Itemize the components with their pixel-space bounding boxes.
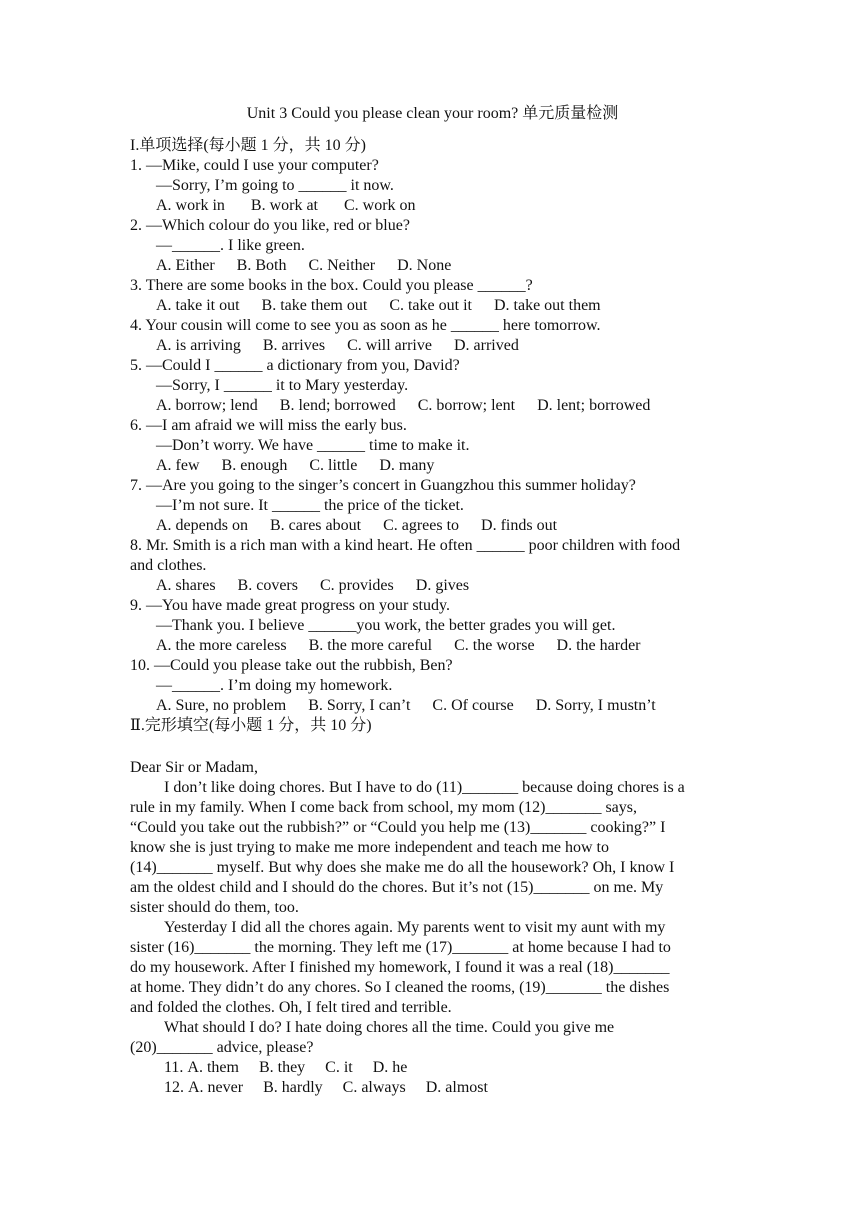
letter-line: Yesterday I did all the chores again. My parents went to visit my aunt with my [164, 919, 666, 936]
answer-option: C. will arrive [347, 337, 432, 354]
answer-option: C. agrees to [383, 517, 460, 534]
answer-option: B. enough [221, 457, 288, 474]
answer-option: C. provides [319, 577, 394, 594]
answer-option: D. the harder [556, 637, 641, 654]
question-options [130, 196, 735, 216]
answer-option: A. shares [156, 577, 216, 594]
question-options [130, 296, 735, 316]
question-stem: 10. —Could you please take out the rubbish, Ben? [130, 657, 453, 674]
answer-option: D. many [379, 457, 435, 474]
question-options [130, 256, 735, 276]
question-options [130, 336, 735, 356]
letter-line: do my housework. After I finished my homework, I found it was a real (18)_______ [130, 959, 670, 976]
letter-line: (14)_______ myself. But why does she make me do all the housework? Oh, I know I [130, 859, 675, 876]
answer-option: B. Both [236, 257, 287, 274]
answer-option: A. the more careless [156, 637, 287, 654]
section-1-questions [130, 156, 735, 716]
answer-option: A. Sure, no problem [156, 697, 287, 714]
answer-option: A. never [188, 1079, 244, 1096]
answer-option: A. them [187, 1059, 239, 1076]
answer-option: C. Of course [432, 697, 514, 714]
cloze-question [130, 1078, 735, 1098]
letter-line: sister should do them, too. [130, 899, 299, 916]
section-1-heading: I.单项选择(每小题 1 分，共 10 分) [130, 137, 366, 154]
page-title: Unit 3 Could you please clean your room? 单元质量检测 [246, 105, 619, 122]
question-line: —______. I like green. [156, 237, 305, 254]
letter-line: What should I do? I hate doing chores all the time. Could you give me [164, 1019, 615, 1036]
section-2-heading: Ⅱ.完形填空(每小题 1 分，共 10 分) [130, 717, 372, 734]
exam-document [130, 104, 735, 1098]
letter-line: at home. They didn’t do any chores. So I cleaned the rooms, (19)_______ the dishes [130, 979, 670, 996]
question-stem: 2. —Which colour do you like, red or blue? [130, 217, 410, 234]
spacer [130, 736, 735, 758]
question-stem: 7. —Are you going to the singer’s concert in Guangzhou this summer holiday? [130, 477, 636, 494]
question-stem: 4. Your cousin will come to see you as soon as he ______ here tomorrow. [130, 317, 601, 334]
question-options [130, 396, 735, 416]
letter-line: “Could you take out the rubbish?” or “Could you help me (13)_______ cooking?” I [130, 819, 666, 836]
question-options [130, 516, 735, 536]
answer-option: D. almost [425, 1079, 488, 1096]
question-options [130, 576, 735, 596]
question-line: —Don’t worry. We have ______ time to make it. [156, 437, 470, 454]
answer-option: C. borrow; lent [417, 397, 516, 414]
answer-option: D. he [372, 1059, 408, 1076]
question-line: —Thank you. I believe ______you work, the better grades you will get. [156, 617, 616, 634]
answer-option: C. take out it [389, 297, 472, 314]
question-options [130, 696, 735, 716]
answer-option: B. lend; borrowed [279, 397, 396, 414]
question-line: and clothes. [130, 557, 207, 574]
letter-line: I don’t like doing chores. But I have to do (11)_______ because doing chores is a [164, 779, 685, 796]
answer-option: D. take out them [493, 297, 601, 314]
answer-option: A. is arriving [156, 337, 241, 354]
letter-line: am the oldest child and I should do the chores. But it’s not (15)_______ on me. My [130, 879, 664, 896]
letter-line: (20)_______ advice, please? [130, 1039, 314, 1056]
answer-option: C. little [309, 457, 358, 474]
answer-option: B. the more careful [308, 637, 433, 654]
answer-option: A. take it out [156, 297, 240, 314]
answer-option: B. Sorry, I can’t [308, 697, 411, 714]
question-stem: 5. —Could I ______ a dictionary from you, David? [130, 357, 460, 374]
answer-option: D. finds out [481, 517, 558, 534]
answer-option: C. always [342, 1079, 406, 1096]
question-number: 12. [164, 1079, 184, 1096]
answer-option: B. they [258, 1059, 306, 1076]
answer-option: B. arrives [262, 337, 326, 354]
letter-line: sister (16)_______ the morning. They left me (17)_______ at home because I had to [130, 939, 671, 956]
question-stem: 3. There are some books in the box. Could you please ______? [130, 277, 533, 294]
question-stem: 1. —Mike, could I use your computer? [130, 157, 379, 174]
question-options [130, 456, 735, 476]
cloze-question [130, 1058, 735, 1078]
letter-salutation: Dear Sir or Madam, [130, 759, 258, 776]
answer-option: D. Sorry, I mustn’t [535, 697, 656, 714]
question-number: 11. [164, 1059, 184, 1076]
answer-option: B. hardly [263, 1079, 323, 1096]
question-stem: 6. —I am afraid we will miss the early bus. [130, 417, 407, 434]
answer-option: A. few [156, 457, 200, 474]
answer-option: B. work at [250, 197, 318, 214]
answer-option: C. work on [344, 197, 416, 214]
answer-option: A. depends on [156, 517, 248, 534]
answer-option: B. cares about [269, 517, 362, 534]
question-line: —Sorry, I’m going to ______ it now. [156, 177, 394, 194]
answer-option: C. it [325, 1059, 353, 1076]
answer-option: A. Either [156, 257, 215, 274]
answer-option: C. Neither [308, 257, 376, 274]
answer-option: B. take them out [261, 297, 368, 314]
letter-body [130, 778, 735, 1058]
question-options [130, 636, 735, 656]
question-line: —Sorry, I ______ it to Mary yesterday. [156, 377, 409, 394]
question-line: —______. I’m doing my homework. [156, 677, 393, 694]
answer-option: D. lent; borrowed [537, 397, 651, 414]
letter-line: rule in my family. When I come back from school, my mom (12)_______ says, [130, 799, 638, 816]
answer-option: A. borrow; lend [156, 397, 258, 414]
question-line: —I’m not sure. It ______ the price of the ticket. [156, 497, 464, 514]
answer-option: D. None [397, 257, 452, 274]
section-2-questions [130, 1058, 735, 1098]
answer-option: D. arrived [453, 337, 519, 354]
answer-option: A. work in [156, 197, 225, 214]
question-stem: 9. —You have made great progress on your study. [130, 597, 450, 614]
answer-option: B. covers [237, 577, 298, 594]
answer-option: C. the worse [454, 637, 535, 654]
letter-line: know she is just trying to make me more independent and teach me how to [130, 839, 609, 856]
question-stem: 8. Mr. Smith is a rich man with a kind heart. He often ______ poor children with food [130, 537, 681, 554]
answer-option: D. gives [415, 577, 470, 594]
letter-line: and folded the clothes. Oh, I felt tired and terrible. [130, 999, 452, 1016]
